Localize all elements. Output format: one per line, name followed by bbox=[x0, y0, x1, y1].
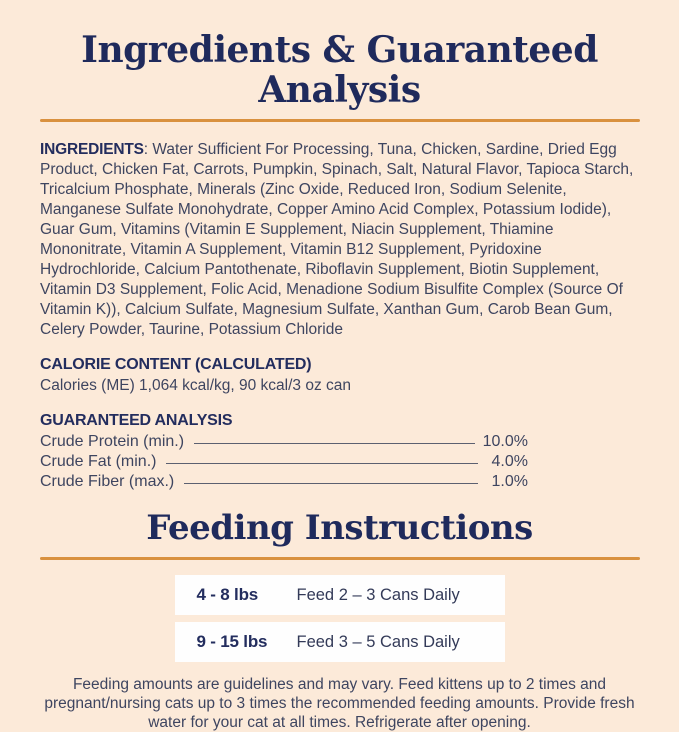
ingredients-text: : Water Sufficient For Processing, Tuna, Chicken, Sardine, Dried Egg Product, Chicken Fat, Carrots, Pumpkin, Spinach, Salt, Natural Flavor, Tapioca Starch, Tricalcium Phosphate, Minerals (Zinc Oxide, Reduced Iron, Sodium Selenite, Manganese Sulfate Monohydrate, Copper Amino Acid Complex, Potassium Iodide), Guar Gum, Vitamins (Vitamin E Supplement, Niacin Supplement, Thiamine Mononitrate, Vitamin A Supplement, Vitamin B12 Supplement, Pyridoxine Hydrochloride, Calcium Pantothenate, Riboflavin Supplement, Biotin Supplement, Vitamin D3 Supplement, Folic Acid, Menadione Sodium Bisulfite Complex (Source Of Vitamin K)), Calcium Sulfate, Magnesium Sulfate, Xanthan Gum, Carob Bean Gum, Celery Powder, Taurine, Potassium Chloride bbox=[40, 141, 634, 338]
ga-row-value: 10.0% bbox=[482, 433, 528, 450]
calorie-content-heading: CALORIE CONTENT (CALCULATED) bbox=[40, 356, 312, 373]
leader-line bbox=[166, 463, 478, 464]
orange-divider-bottom bbox=[40, 557, 640, 560]
feeding-amount: Feed 3 – 5 Cans Daily bbox=[296, 632, 460, 651]
leader-line bbox=[184, 483, 478, 484]
feeding-amount: Feed 2 – 3 Cans Daily bbox=[296, 585, 460, 604]
orange-divider-top bbox=[40, 119, 640, 122]
feeding-weight-range: 4 - 8 lbs bbox=[196, 585, 259, 604]
ga-row-value: 1.0% bbox=[491, 473, 528, 490]
feeding-instructions-title: Feeding Instructions bbox=[146, 508, 533, 548]
table-row bbox=[40, 472, 528, 492]
table-row bbox=[175, 575, 505, 615]
calorie-content-text: Calories (ME) 1,064 kcal/kg, 90 kcal/3 oz can bbox=[40, 377, 351, 394]
table-row bbox=[40, 452, 528, 472]
leader-line bbox=[194, 443, 475, 444]
table-row bbox=[175, 622, 505, 662]
ingredients-analysis-section bbox=[40, 140, 639, 492]
ingredients-label: INGREDIENTS bbox=[40, 141, 144, 158]
ga-row-label: Crude Fiber (max.) bbox=[40, 473, 175, 490]
table-row bbox=[40, 432, 528, 452]
guaranteed-analysis-heading: GUARANTEED ANALYSIS bbox=[40, 412, 233, 429]
guaranteed-analysis-table bbox=[40, 432, 528, 492]
ingredients-analysis-title: Ingredients & Guaranteed Analysis bbox=[81, 29, 598, 111]
ga-row-value: 4.0% bbox=[491, 453, 528, 470]
ga-row-label: Crude Protein (min.) bbox=[40, 433, 185, 450]
feeding-table bbox=[175, 575, 505, 662]
ingredients-paragraph bbox=[40, 140, 639, 340]
feeding-weight-range: 9 - 15 lbs bbox=[196, 632, 268, 651]
ga-row-label: Crude Fat (min.) bbox=[40, 453, 157, 470]
feeding-guidelines-note: Feeding amounts are guidelines and may vary. Feed kittens up to 2 times and pregnant/nursing cats up to 3 times the recommended feeding amounts. Provide fresh water for your cat at all times. Refrigerate after opening. bbox=[44, 676, 635, 731]
